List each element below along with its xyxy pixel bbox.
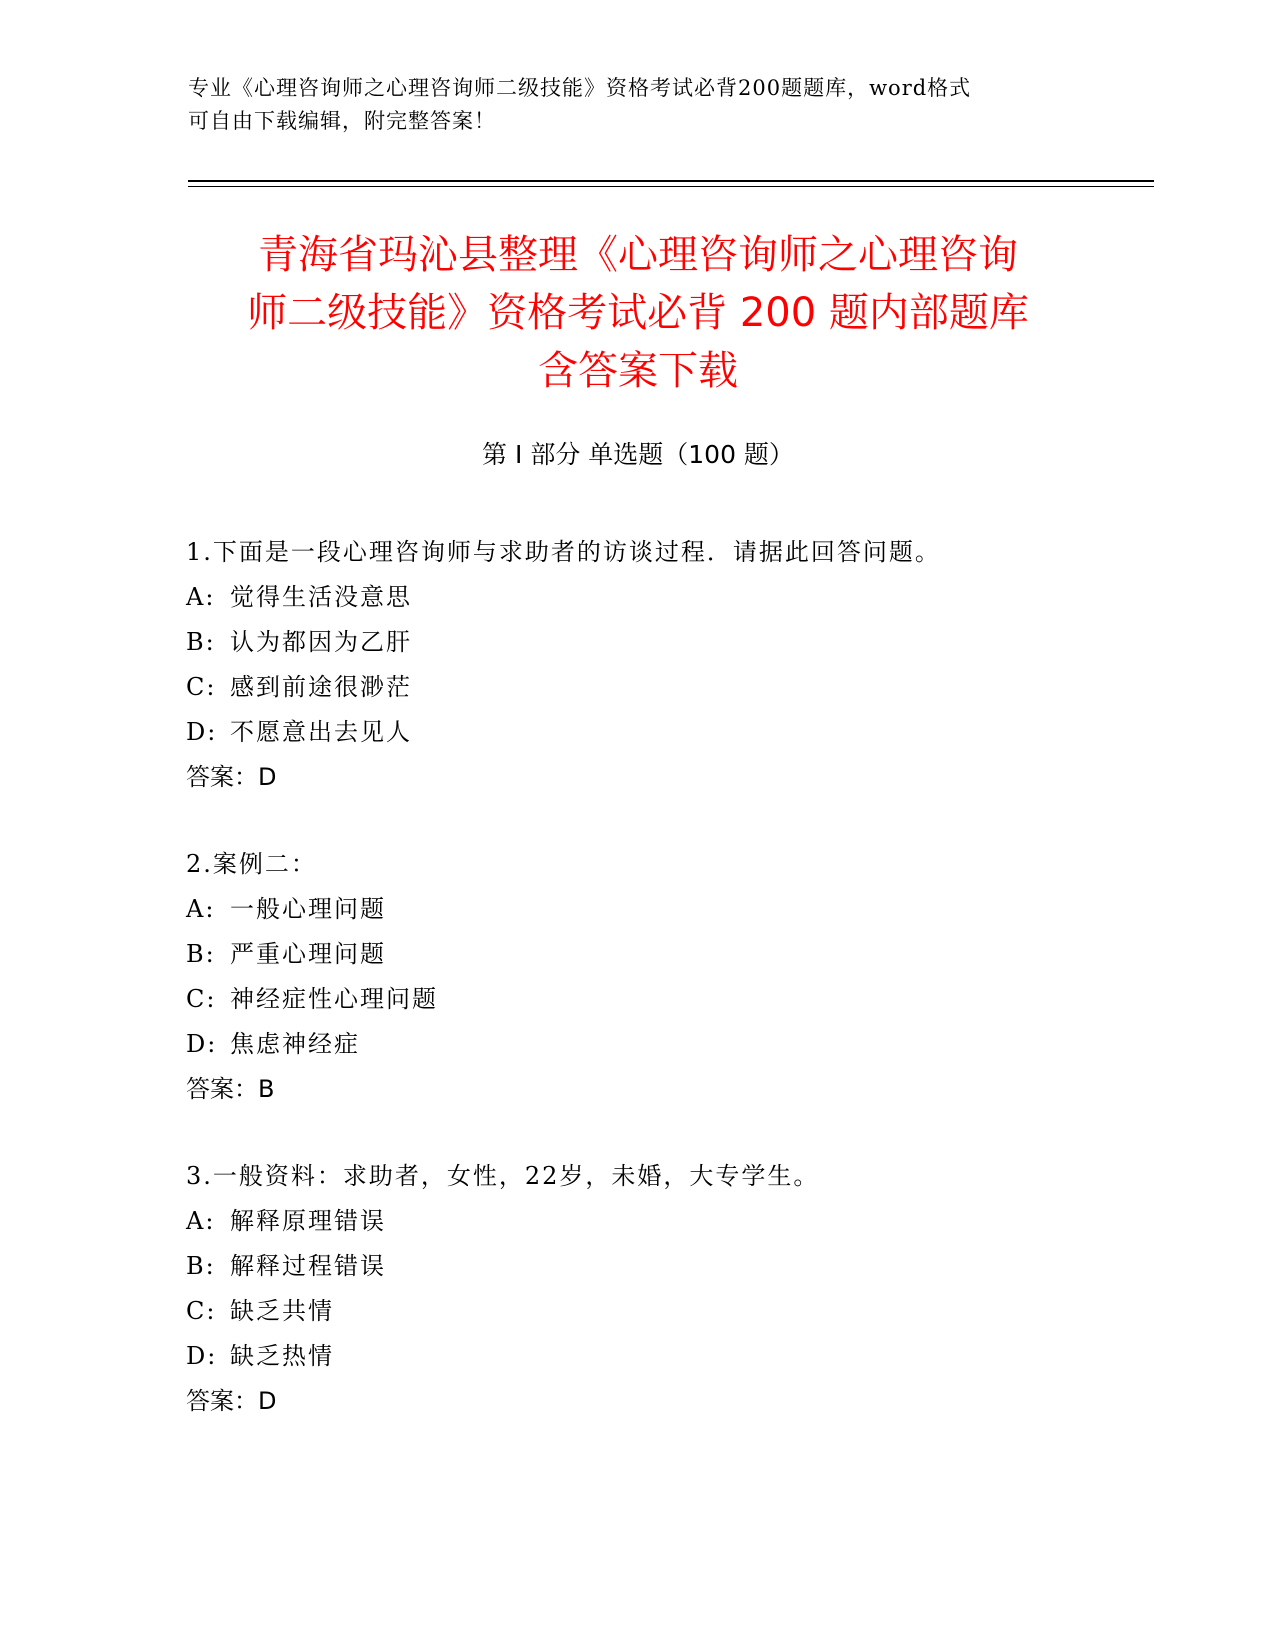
option-a bbox=[186, 575, 1146, 620]
option-key: D: bbox=[186, 718, 218, 746]
option-key: B: bbox=[186, 940, 216, 968]
answer-line: 答案：D bbox=[186, 763, 277, 791]
option-d bbox=[186, 1022, 1146, 1067]
option-text: 一般心理问题 bbox=[230, 895, 386, 923]
answer-line: 答案：D bbox=[186, 1387, 277, 1415]
option-b bbox=[186, 1244, 1146, 1289]
option-key: B: bbox=[186, 1252, 216, 1280]
question-list bbox=[186, 530, 1146, 1466]
header-divider-thin bbox=[188, 186, 1154, 187]
option-text: 缺乏热情 bbox=[230, 1342, 334, 1370]
option-text: 觉得生活没意思 bbox=[230, 583, 412, 611]
option-c bbox=[186, 665, 1146, 710]
question-1 bbox=[186, 530, 1146, 800]
option-key: C: bbox=[186, 1297, 217, 1325]
option-b bbox=[186, 932, 1146, 977]
answer-line: 答案：B bbox=[186, 1075, 275, 1103]
option-text: 认为都因为乙肝 bbox=[230, 628, 412, 656]
option-b bbox=[186, 620, 1146, 665]
option-key: D: bbox=[186, 1030, 218, 1058]
option-c bbox=[186, 1289, 1146, 1334]
option-a bbox=[186, 1199, 1146, 1244]
option-key: C: bbox=[186, 673, 217, 701]
section-title: 第 I 部分 单选题（100 题） bbox=[482, 440, 794, 469]
header-note-line-1: 专业《心理咨询师之心理咨询师二级技能》资格考试必背200题题库，word格式 bbox=[188, 76, 972, 100]
option-text: 神经症性心理问题 bbox=[230, 985, 438, 1013]
question-2 bbox=[186, 842, 1146, 1112]
option-key: A: bbox=[186, 1207, 216, 1235]
question-stem: 1.下面是一段心理咨询师与求助者的访谈过程．请据此回答问题。 bbox=[186, 538, 941, 566]
option-d bbox=[186, 1334, 1146, 1379]
option-key: A: bbox=[186, 895, 216, 923]
question-3 bbox=[186, 1154, 1146, 1424]
document-title bbox=[188, 226, 1088, 400]
option-text: 解释原理错误 bbox=[230, 1207, 386, 1235]
header-note bbox=[188, 72, 1068, 138]
option-a bbox=[186, 887, 1146, 932]
header-divider-thick bbox=[188, 180, 1154, 182]
option-text: 严重心理问题 bbox=[230, 940, 386, 968]
option-d bbox=[186, 710, 1146, 755]
option-text: 缺乏共情 bbox=[230, 1297, 334, 1325]
header-note-line-2: 可自由下载编辑，附完整答案！ bbox=[188, 109, 496, 133]
document-title-line-1: 青海省玛沁县整理《心理咨询师之心理咨询 bbox=[258, 232, 1018, 278]
option-text: 解释过程错误 bbox=[230, 1252, 386, 1280]
option-key: D: bbox=[186, 1342, 218, 1370]
option-text: 焦虑神经症 bbox=[230, 1030, 360, 1058]
option-key: A: bbox=[186, 583, 216, 611]
document-title-line-2: 师二级技能》资格考试必背 200 题内部题库 bbox=[247, 290, 1029, 336]
question-stem: 3.一般资料：求助者，女性，22岁，未婚，大专学生。 bbox=[186, 1162, 820, 1190]
question-stem: 2.案例二： bbox=[186, 850, 317, 878]
document-title-line-3: 含答案下载 bbox=[538, 348, 738, 394]
option-key: B: bbox=[186, 628, 216, 656]
option-key: C: bbox=[186, 985, 217, 1013]
option-text: 感到前途很渺茫 bbox=[230, 673, 412, 701]
option-c bbox=[186, 977, 1146, 1022]
option-text: 不愿意出去见人 bbox=[230, 718, 412, 746]
